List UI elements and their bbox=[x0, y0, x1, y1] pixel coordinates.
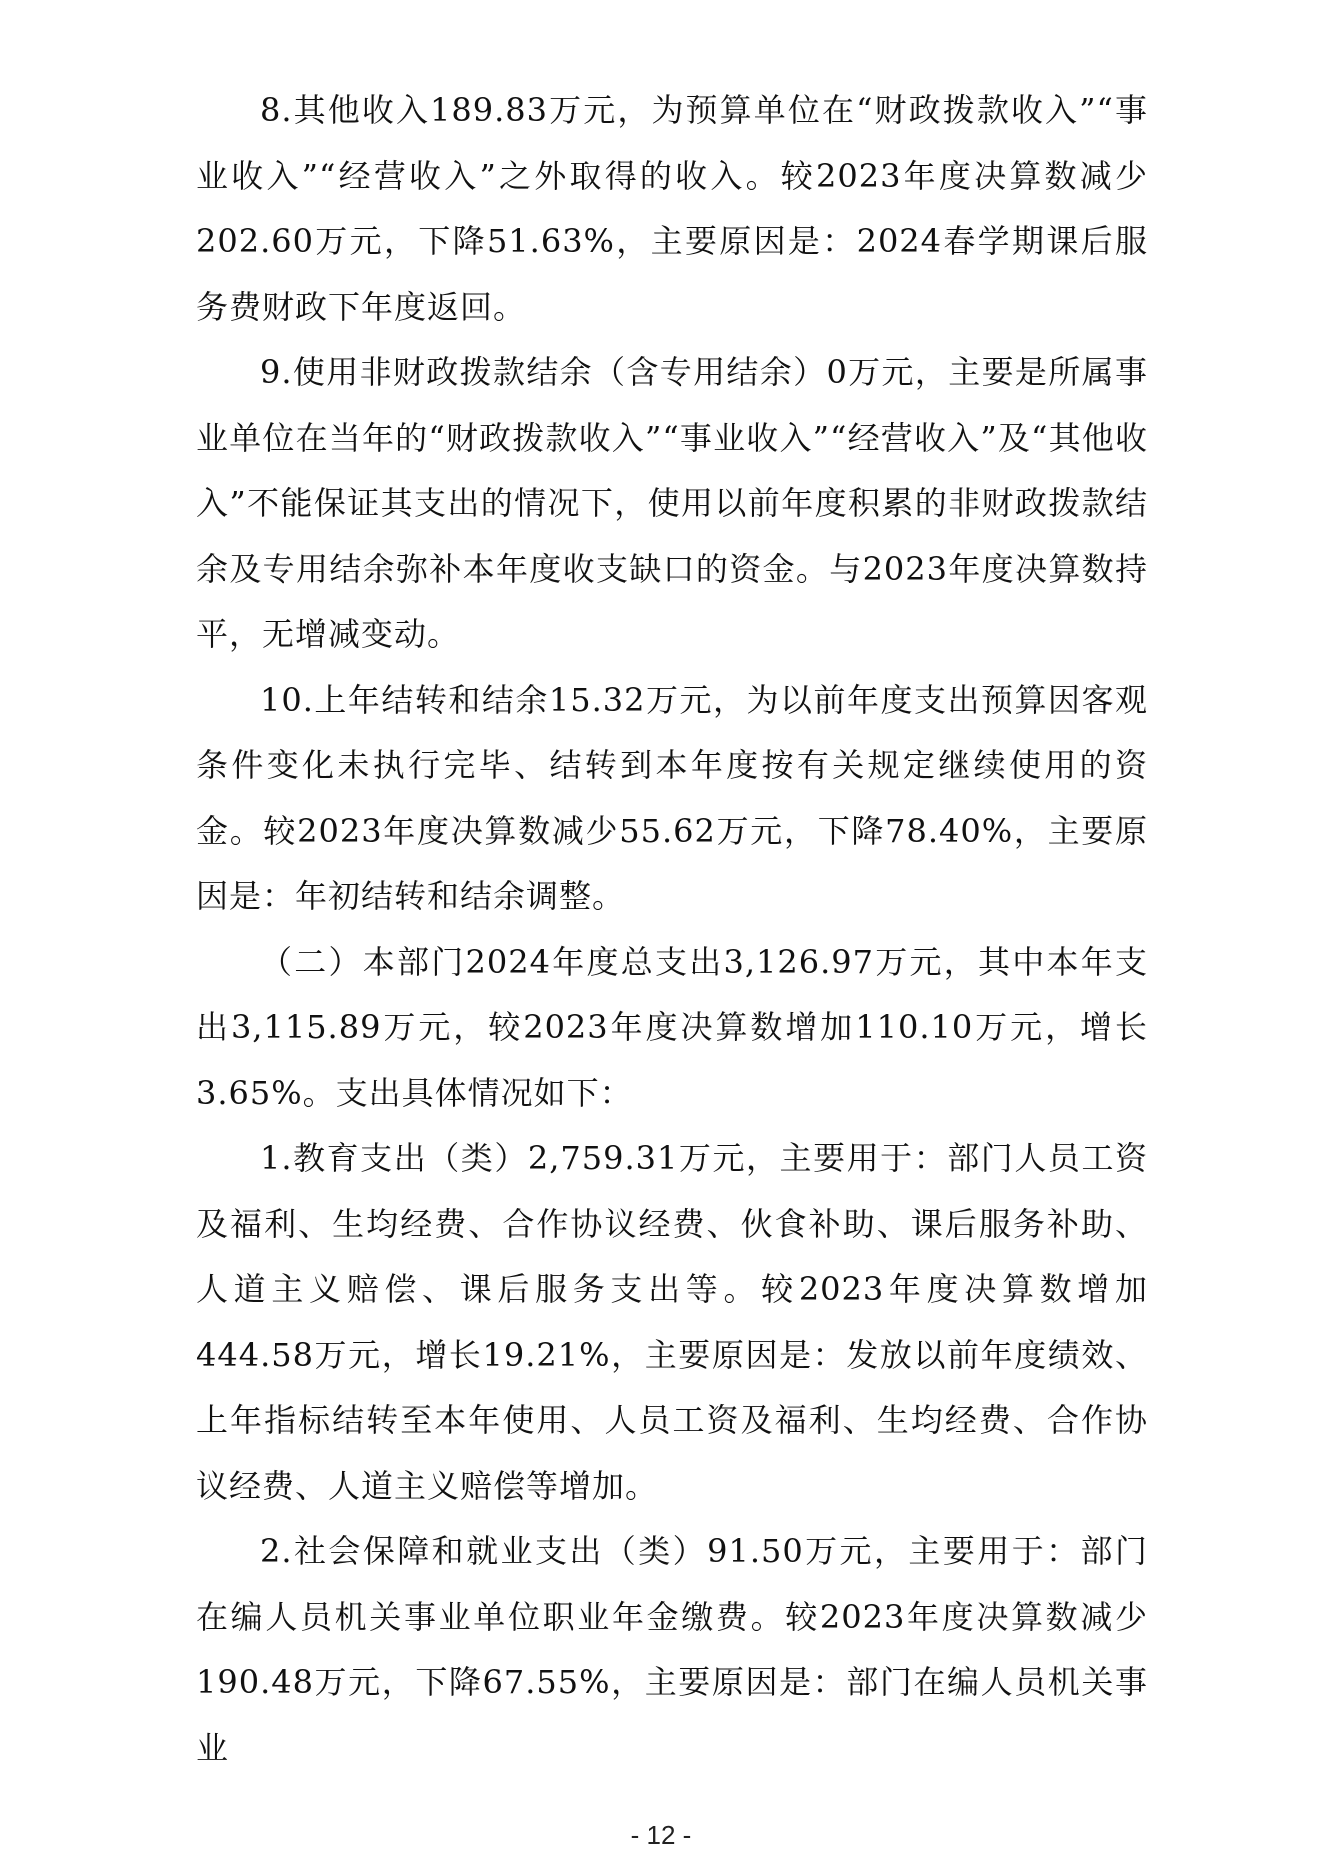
page-number: - 12 - bbox=[630, 1820, 692, 1850]
paragraph-non-fiscal-balance: 9.使用非财政拨款结余（含专用结余）0万元，主要是所属事业单位在当年的“财政拨款收入”“事业收入”“经营收入”及“其他收入”不能保证其支出的情况下，使用以前年度积累的非财政拨款结余及专用结余弥补本年度收支缺口的资金。与2023年度决算数持平，无增减变动。 bbox=[196, 353, 1148, 653]
paragraph-other-income: 8.其他收入189.83万元，为预算单位在“财政拨款收入”“事业收入”“经营收入”之外取得的收入。较2023年度决算数减少202.60万元，下降51.63%，主要原因是：2024春学期课后服务费财政下年度返回。 bbox=[196, 91, 1148, 326]
paragraph-prior-year-carryover: 10.上年结转和结余15.32万元，为以前年度支出预算因客观条件变化未执行完毕、结转到本年度按有关规定继续使用的资金。较2023年度决算数减少55.62万元，下降78.40%，主要原因是：年初结转和结余调整。 bbox=[196, 680, 1148, 915]
paragraph-social-security-expenditure: 2.社会保障和就业支出（类）91.50万元，主要用于：部门在编人员机关事业单位职业年金缴费。较2023年度决算数减少190.48万元，下降67.55%，主要原因是：部门在编人员机关事业 bbox=[196, 1532, 1148, 1767]
paragraph-total-expenditure: （二）本部门2024年度总支出3,126.97万元，其中本年支出3,115.89万元，较2023年度决算数增加110.10万元，增长3.65%。支出具体情况如下： bbox=[196, 942, 1148, 1112]
document-body bbox=[196, 78, 1148, 1781]
paragraph-education-expenditure: 1.教育支出（类）2,759.31万元，主要用于：部门人员工资及福利、生均经费、合作协议经费、伙食补助、课后服务补助、人道主义赔偿、课后服务支出等。较2023年度决算数增加444.58万元，增长19.21%，主要原因是：发放以前年度绩效、上年指标结转至本年使用、人员工资及福利、生均经费、合作协议经费、人道主义赔偿等增加。 bbox=[196, 1139, 1148, 1505]
